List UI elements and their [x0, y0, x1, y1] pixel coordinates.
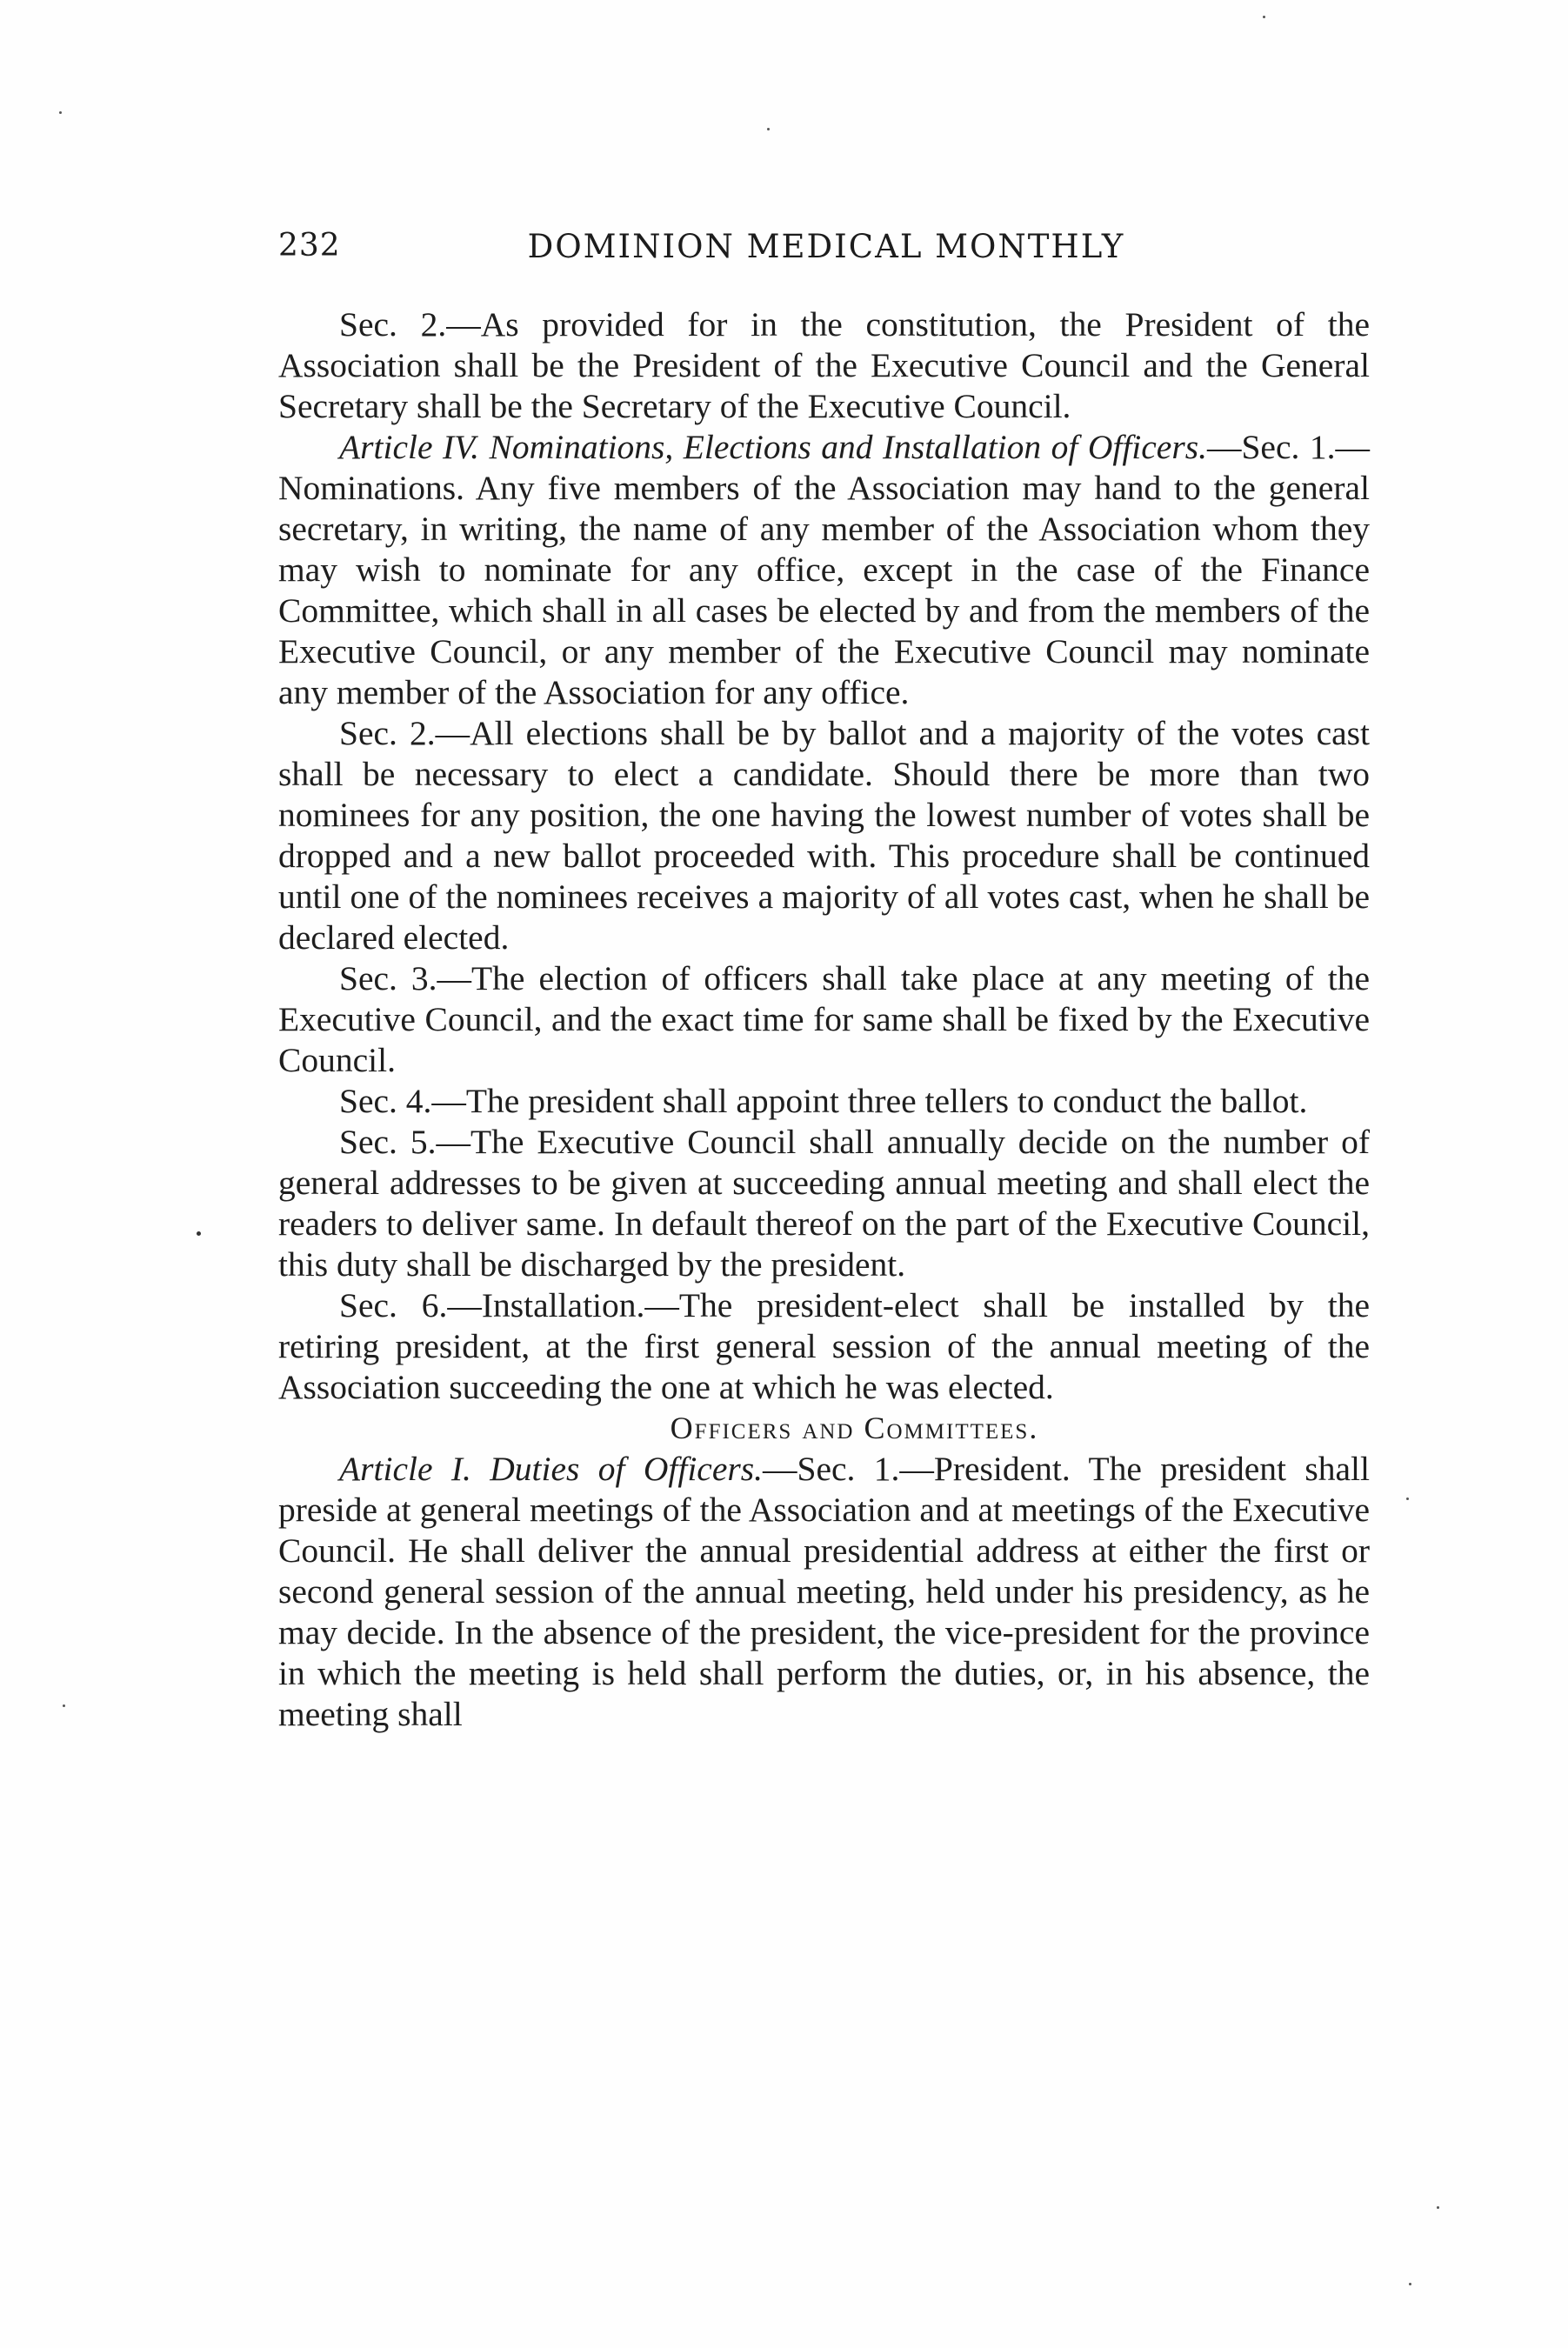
paragraph-text: —Sec. 1.—Nominations. Any five members of the Association may hand to the general secretary, in writing, the name of any member of the Association whom they may wish to nominate for any office, except in the case of the Finance Committee, which shall in all cases be elected by and from the members of the Executive Council, or any member of the Executive Council may nominate any member of the Association for any office. — [278, 428, 1370, 711]
paragraph-sec-4 — [278, 1081, 1370, 1122]
paragraph-lead: Article I. Duties of Officers. — [339, 1450, 763, 1488]
paragraph-sec-2-elections — [278, 713, 1370, 958]
paragraph-text: Sec. 5.—The Executive Council shall annually decide on the number of general addresses to be given at succeeding annual meeting and shall elect the readers to deliver same. In default thereof on the part of the Executive Council, this duty shall be discharged by the president. — [278, 1123, 1370, 1284]
scan-speck — [1409, 2283, 1411, 2285]
paragraph-text: Sec. 6.—Installation.—The president-elect shall be installed by the retiring president, at the first general session of the annual meeting of the Association succeeding the one at which he was elected. — [278, 1286, 1370, 1406]
page-number: 232 — [278, 228, 341, 263]
paragraph-article-i — [278, 1449, 1370, 1735]
paragraph-sec-5 — [278, 1122, 1370, 1285]
page-header — [278, 228, 1374, 280]
paragraph-sec-6 — [278, 1285, 1370, 1408]
paragraph-sec-3 — [278, 958, 1370, 1081]
scan-speck — [63, 1704, 65, 1707]
paragraph-lead: Article IV. Nominations, Elections and Installation of Officers. — [339, 428, 1207, 466]
paragraph-text: Sec. 2.—As provided for in the constitution, the President of the Association shall be the President of the Executive Council and the General Secretary shall be the Secretary of the Executive Council. — [278, 305, 1370, 425]
scan-speck — [197, 1231, 201, 1236]
scan-speck — [1263, 16, 1265, 18]
paragraph-text: Sec. 2.—All elections shall be by ballot and a majority of the votes cast shall be necessary to elect a candidate. Should there be more than two nominees for any position, the one having the lowest number of votes shall be dropped and a new ballot proceeded with. This procedure shall be continued until one of the nominees receives a majority of all votes cast, when he shall be declared elected. — [278, 714, 1370, 957]
scan-speck — [59, 111, 62, 114]
paragraph-sec-2-executive — [278, 304, 1370, 427]
scan-speck — [767, 128, 770, 130]
scan-speck — [1437, 2206, 1439, 2209]
paragraph-article-iv — [278, 427, 1370, 713]
article-body — [278, 304, 1370, 1735]
section-heading: Officers and Committees. — [670, 1411, 1039, 1445]
running-title: DOMINION MEDICAL MONTHLY — [527, 228, 1125, 265]
paragraph-text: —Sec. 1.—President. The president shall preside at general meetings of the Association and at meetings of the Executive Council. He shall deliver the annual presidential address at either the first or second general session of the annual meeting, held under his presidency, as he may decide. In the absence of the president, the vice-president for the province in which the meeting is held shall perform the duties, or, in his absence, the meeting shall — [278, 1450, 1370, 1733]
paragraph-text: Sec. 3.—The election of officers shall take place at any meeting of the Executive Council, and the exact time for same shall be fixed by the Executive Council. — [278, 959, 1370, 1079]
paragraph-text: Sec. 4.—The president shall appoint three tellers to conduct the ballot. — [339, 1082, 1308, 1120]
scan-speck — [1406, 1498, 1409, 1500]
